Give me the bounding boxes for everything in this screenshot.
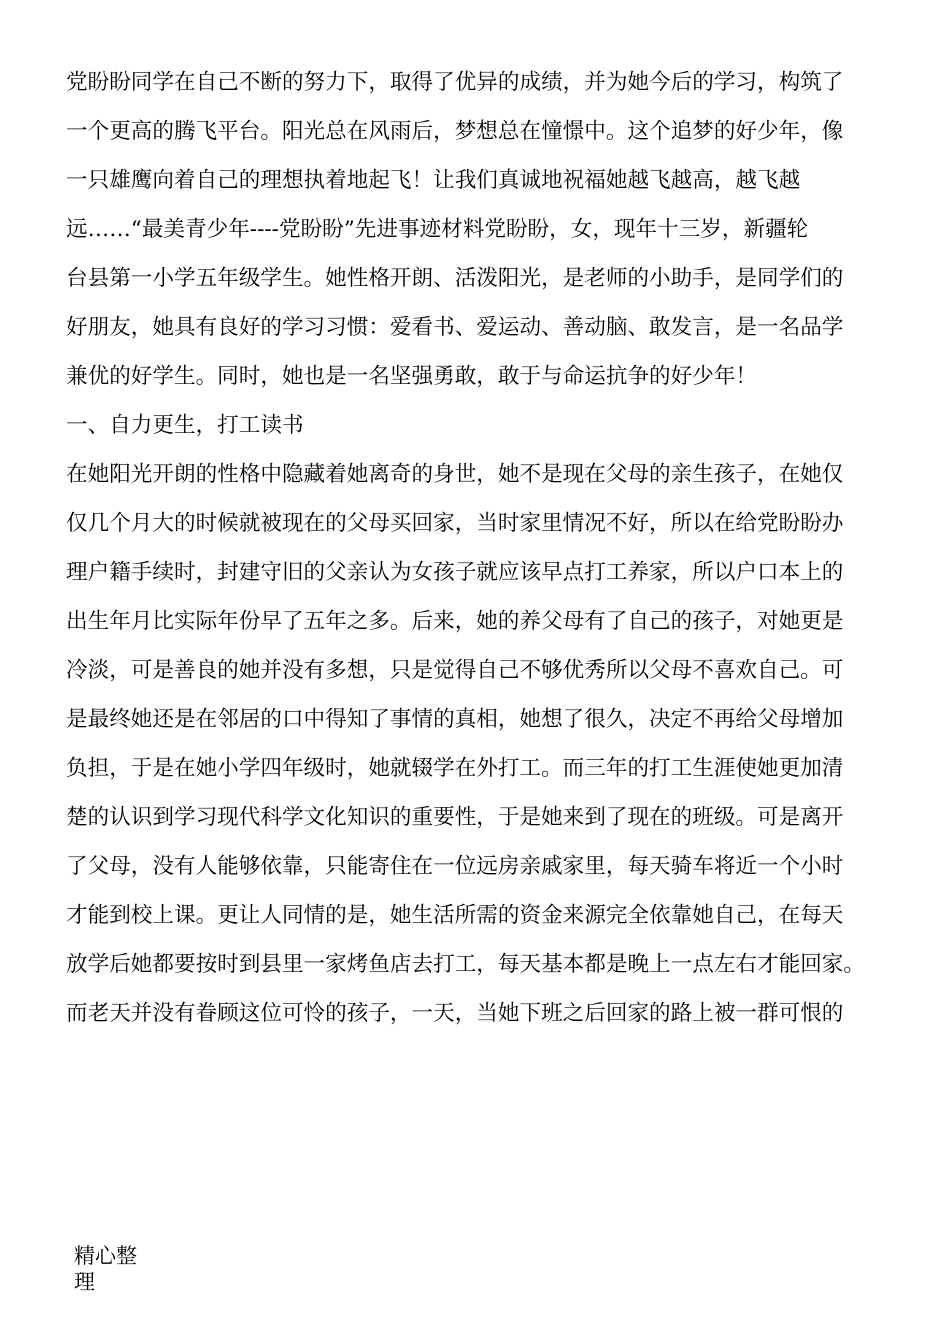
text-line: 放学后她都要按时到县里一家烤鱼店去打工，每天基本都是晚上一点左右才能回家。	[66, 952, 865, 977]
text-line: 仅几个月大的时候就被现在的父母买回家，当时家里情况不好，所以在给党盼盼办	[66, 511, 844, 536]
section-heading: 一、自力更生，打工读书	[66, 413, 304, 438]
text-line: 兼优的好学生。同时，她也是一名坚强勇敢，敢于与命运抗争的好少年！	[66, 364, 758, 389]
text-line: 一个更高的腾飞平台。阳光总在风雨后，梦想总在憧憬中。这个追梦的好少年，像	[66, 119, 844, 144]
footer-line: 精心整	[74, 1244, 137, 1268]
text-line: 负担，于是在她小学四年级时，她就辍学在外打工。而三年的打工生涯使她更加清	[66, 756, 844, 781]
text-line: 楚的认识到学习现代科学文化知识的重要性，于是她来到了现在的班级。可是离开	[66, 805, 844, 830]
text-line: 是最终她还是在邻居的口中得知了事情的真相，她想了很久，决定不再给父母增加	[66, 707, 844, 732]
text-line: 党盼盼同学在自己不断的努力下，取得了优异的成绩，并为她今后的学习，构筑了	[66, 70, 844, 95]
text-line: 一只雄鹰向着自己的理想执着地起飞！让我们真诚地祝福她越飞越高，越飞越	[66, 168, 801, 193]
text-line: 好朋友，她具有良好的学习习惯：爱看书、爱运动、善动脑、敢发言，是一名品学	[66, 315, 844, 340]
text-line: 而老天并没有眷顾这位可怜的孩子，一天，当她下班之后回家的路上被一群可恨的	[66, 1001, 844, 1026]
text-line: 才能到校上课。更让人同情的是，她生活所需的资金来源完全依靠她自己，在每天	[66, 903, 844, 928]
text-line: 冷淡，可是善良的她并没有多想，只是觉得自己不够优秀所以父母不喜欢自己。可	[66, 658, 844, 683]
text-line: 了父母，没有人能够依靠，只能寄住在一位远房亲戚家里，每天骑车将近一个小时	[66, 854, 844, 879]
text-line: 理户籍手续时，封建守旧的父亲认为女孩子就应该早点打工养家，所以户口本上的	[66, 560, 844, 585]
page-footer	[74, 1243, 154, 1295]
text-line: 台县第一小学五年级学生。她性格开朗、活泼阳光，是老师的小助手，是同学们的	[66, 266, 844, 291]
text-line: 在她阳光开朗的性格中隐藏着她离奇的身世，她不是现在父母的亲生孩子，在她仅	[66, 462, 844, 487]
text-line: 远……“最美青少年----党盼盼”先进事迹材料党盼盼，女，现年十三岁，新疆轮	[66, 217, 809, 242]
footer-line: 理	[74, 1270, 95, 1294]
text-line: 出生年月比实际年份早了五年之多。后来，她的养父母有了自己的孩子，对她更是	[66, 609, 844, 634]
document-body	[66, 58, 896, 1038]
